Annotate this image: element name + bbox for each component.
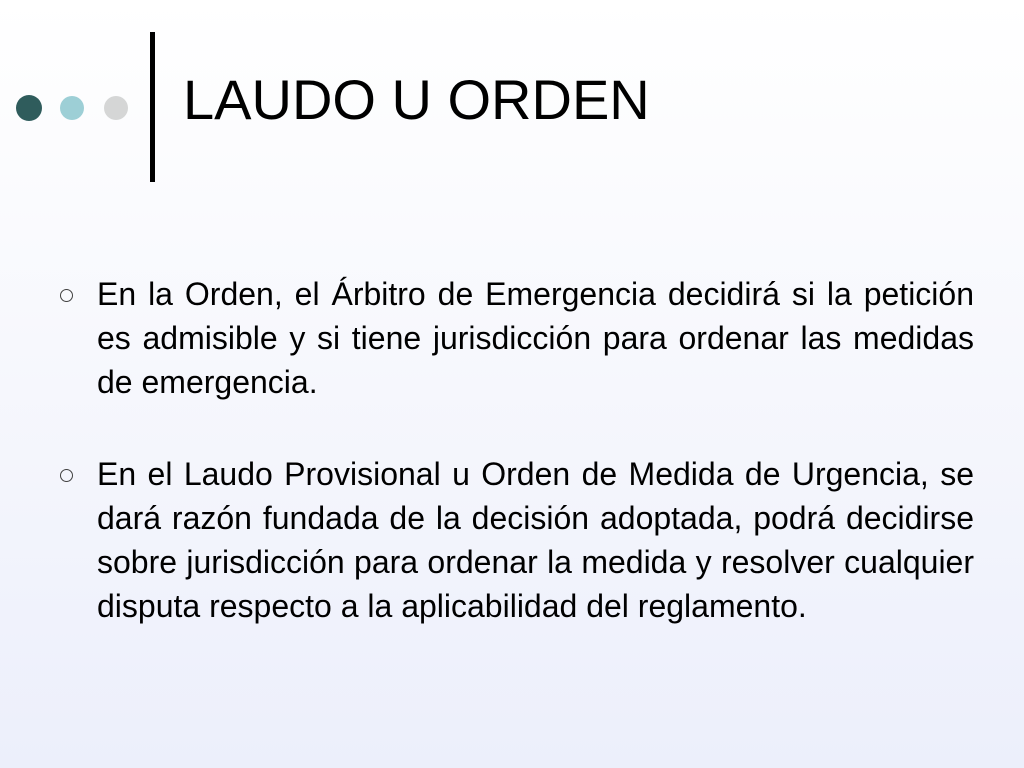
hollow-circle-bullet-icon [60,469,73,482]
decorative-dot-dark [16,95,42,121]
bullet-text: En el Laudo Provisional u Orden de Medida de Urgencia, se dará razón fundada de la decisión adoptada, podrá decidirse sobre jurisdicción para ordenar la medida y resolver cualquier disputa respecto a la aplicabilidad del reglamento. [97,456,974,624]
decorative-dot-teal [60,96,84,120]
decorative-dot-gray [104,96,128,120]
bullet-list [60,272,974,676]
title-divider-line [150,32,155,182]
bullet-item [60,452,974,628]
hollow-circle-bullet-icon [60,289,73,302]
slide-title: LAUDO U ORDEN [183,68,650,131]
bullet-text: En la Orden, el Árbitro de Emergencia decidirá si la petición es admisible y si tiene jurisdicción para ordenar las medidas de emergencia. [97,276,974,400]
bullet-item [60,272,974,404]
